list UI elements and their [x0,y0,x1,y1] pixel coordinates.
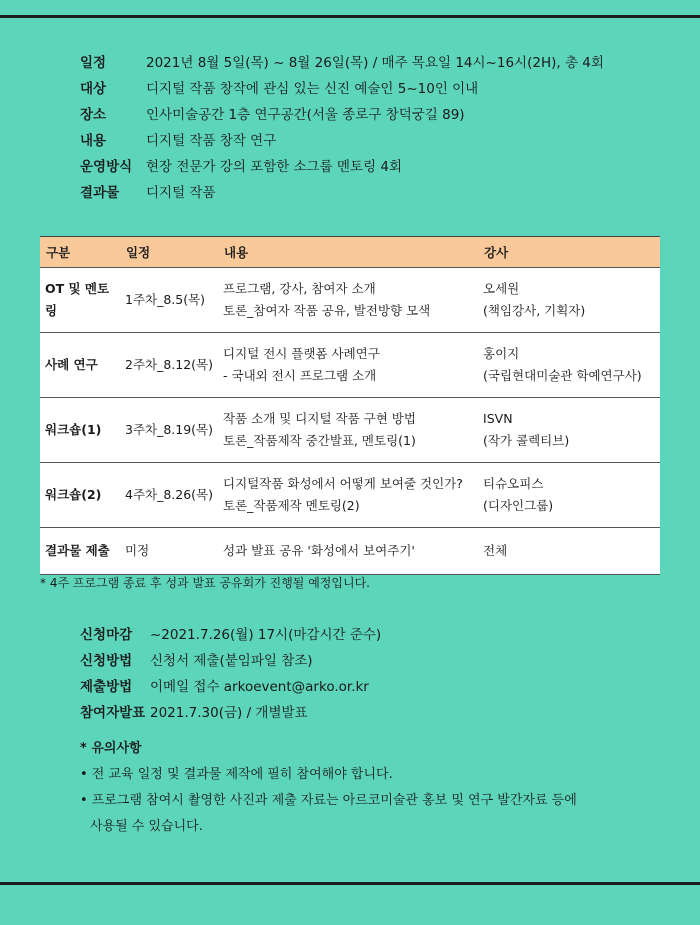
info-value: 인사미술공간 1층 연구공간(서울 종로구 창덕궁길 89) [146,107,465,123]
application-info [80,620,381,724]
content-line: - 국내외 전시 프로그램 소개 [223,368,377,383]
content-line: 프로그램, 강사, 참여자 소개 [223,281,376,296]
lecturer-role: (디자인그룹) [483,498,554,513]
row-lecturer [478,333,660,398]
row-lecturer [478,268,660,333]
footnote: * 4주 프로그램 종료 후 성과 발표 공유회가 진행될 예정입니다. [40,576,370,590]
schedule-table [40,236,660,575]
row-category: OT 및 멘토링 [40,268,120,333]
info-value: 디지털 작품 [146,185,216,201]
row-date: 2주차_8.12(목) [120,333,218,398]
top-rule [0,15,700,18]
lecturer-role: (책임강사, 기획자) [483,303,586,318]
content-line: 성과 발표 공유 '화성에서 보여주기' [223,543,415,558]
row-date: 1주차_8.5(목) [120,268,218,333]
lecturer-role: (작가 콜렉티브) [483,433,570,448]
info-method [80,152,604,178]
apply-label: 신청방법 [80,653,133,669]
info-label: 운영방식 [80,159,133,175]
table-row [40,528,660,575]
row-lecturer [478,398,660,463]
lecturer-role: (국립현대미술관 학예연구사) [483,368,642,383]
row-date: 3주차_8.19(목) [120,398,218,463]
apply-label: 신청마감 [80,627,133,643]
info-label: 결과물 [80,185,120,201]
row-category: 결과물 제출 [40,528,120,575]
row-lecturer [478,463,660,528]
lecturer-name: 오세원 [483,281,520,296]
apply-label: 참여자발표 [80,705,146,721]
lecturer-name: 전체 [483,543,508,558]
content-line: 토론_참여자 작품 공유, 발전방향 모색 [223,303,431,318]
apply-submission [80,672,381,698]
program-info [80,48,604,204]
row-category: 사례 연구 [40,333,120,398]
header-date: 일정 [120,237,218,268]
info-value: 2021년 8월 5일(목) ~ 8월 26일(목) / 매주 목요일 14시~16시(2H), 총 4회 [146,55,604,71]
lecturer-name: 티슈오피스 [483,476,544,491]
lecturer-name: ISVN [483,411,513,426]
row-content [218,463,478,528]
lecturer-name: 홍이지 [483,346,520,361]
info-value: 디지털 작품 창작에 관심 있는 신진 예술인 5~10인 이내 [146,81,479,97]
caution-item-continued: 사용될 수 있습니다. [90,819,203,834]
apply-value: 신청서 제출(붙임파일 참조) [150,653,313,669]
table-row [40,463,660,528]
content-line: 토론_작품제작 멘토링(2) [223,498,360,513]
caution-item: • 전 교육 일정 및 결과물 제작에 필히 참여해야 합니다. [80,767,393,782]
info-value: 디지털 작품 창작 연구 [146,133,277,149]
caution-item: • 프로그램 참여시 촬영한 사진과 제출 자료는 아르코미술관 홍보 및 연구 발간자료 등에 [80,793,577,808]
apply-value: 이메일 접수 arkoevent@arko.or.kr [150,679,369,695]
apply-announcement [80,698,381,724]
table-row [40,333,660,398]
row-date: 미정 [120,528,218,575]
info-value: 현장 전문가 강의 포함한 소그룹 멘토링 4회 [146,159,403,175]
content-line: 디지털작품 화성에서 어떻게 보여줄 것인가? [223,476,463,491]
info-label: 장소 [80,107,107,123]
row-content [218,333,478,398]
row-date: 4주차_8.26(목) [120,463,218,528]
table-row [40,268,660,333]
cautions [80,736,577,840]
info-result [80,178,604,204]
apply-method [80,646,381,672]
apply-value: ~2021.7.26(월) 17시(마감시간 준수) [150,627,382,643]
apply-deadline [80,620,381,646]
header-lecturer: 강사 [478,237,660,268]
info-label: 일정 [80,55,107,71]
table-header-row [40,237,660,268]
row-category: 워크숍(1) [40,398,120,463]
apply-value: 2021.7.30(금) / 개별발표 [150,705,308,721]
table-row [40,398,660,463]
info-venue [80,100,604,126]
row-content [218,268,478,333]
info-schedule [80,48,604,74]
info-content [80,126,604,152]
row-category: 워크숍(2) [40,463,120,528]
content-line: 작품 소개 및 디지털 작품 구현 방법 [223,411,416,426]
header-category: 구분 [40,237,120,268]
row-content [218,528,478,575]
row-lecturer [478,528,660,575]
content-line: 토론_작품제작 중간발표, 멘토링(1) [223,433,416,448]
header-content: 내용 [218,237,478,268]
info-target [80,74,604,100]
bottom-rule [0,882,700,885]
cautions-title: * 유의사항 [80,741,142,756]
content-line: 디지털 전시 플랫폼 사례연구 [223,346,380,361]
apply-label: 제출방법 [80,679,133,695]
info-label: 내용 [80,133,107,149]
row-content [218,398,478,463]
info-label: 대상 [80,81,107,97]
